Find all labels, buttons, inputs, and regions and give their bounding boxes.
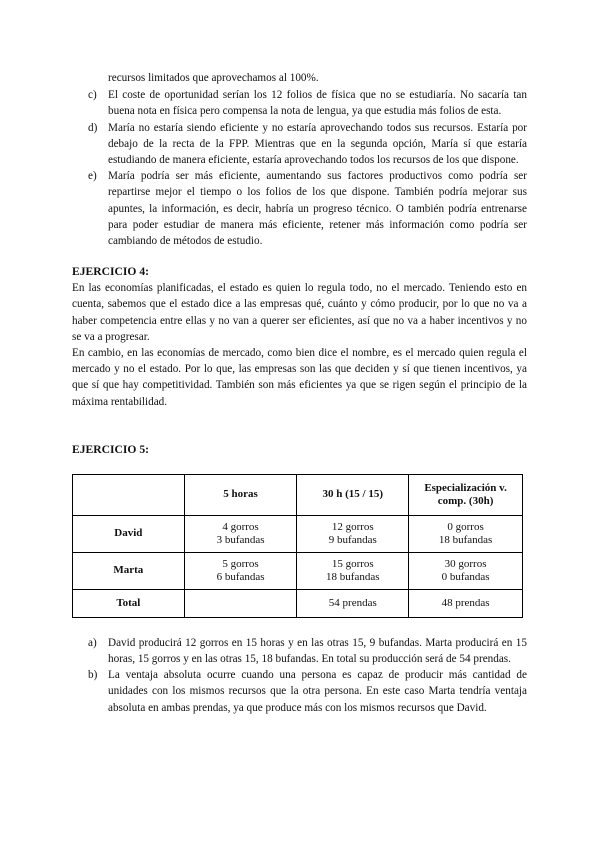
row-label: Marta xyxy=(73,552,185,589)
table-cell xyxy=(184,552,297,589)
cell-line: 6 bufandas xyxy=(216,570,265,583)
exercise-4-paragraph-1: En las economías planificadas, el estado es quien lo regula todo, no el mercado. Teniendo esto en cuenta, sabemos que el estado dice a las empresas qué, cuánto y cómo producir, por lo que no va a haber competencia entre ellas y no van a querer ser eficientes, así que no va a haber incentivos y no se va a progresar. xyxy=(72,282,527,343)
table-total-row xyxy=(73,589,523,617)
list-text: María no estaría siendo eficiente y no estaría aprovechando todos sus recursos. Estaría por debajo de la recta de la FPP. Mientras que en la segunda opción, María sí que estaría estudiando de manera eficiente, estaría aprovechando todos los recursos de los que dispone. xyxy=(108,121,527,167)
table-header-cell: 5 horas xyxy=(184,474,297,515)
table-header-row xyxy=(73,474,523,515)
table-cell xyxy=(184,515,297,552)
table-cell xyxy=(297,515,409,552)
list-item-a xyxy=(72,635,527,667)
table-cell xyxy=(297,552,409,589)
list-text: El coste de oportunidad serían los 12 folios de física que no se estudiaría. No sacaría tan buena nota en física pero compensa la nota de lengua, ya que estudia más folios de esta. xyxy=(108,89,527,118)
table-header-cell: Especialización v. comp. (30h) xyxy=(409,474,523,515)
exercise-4-paragraph-2: En cambio, en las economías de mercado, como bien dice el nombre, es el mercado quien regula el mercado y no el estado. Por lo que, las empresas son las que deciden y sí que tienen incentivos, ya que sí que hay competitividad. También son más eficientes ya que se rigen según el principio de la máxima rentabilidad. xyxy=(72,347,527,408)
list-marker: c) xyxy=(88,89,97,102)
cell-line: 0 bufandas xyxy=(441,570,490,583)
list-text: La ventaja absoluta ocurre cuando una persona es capaz de producir más cantidad de unidades con los mismos recursos que la otra persona. En este caso Marta tendría ventaja absoluta en ambas prendas, ya que produce más con los mismos recursos que David. xyxy=(108,669,527,714)
table-cell: 54 prendas xyxy=(297,589,409,617)
table-cell xyxy=(184,589,297,617)
cell-line: 12 gorros xyxy=(331,520,374,533)
continuation-text: recursos limitados que aprovechamos al 100%. xyxy=(108,72,319,84)
cell-line: 30 gorros xyxy=(444,557,487,570)
table-cell: 48 prendas xyxy=(409,589,523,617)
list-marker: b) xyxy=(88,669,98,682)
list-text: María podría ser más eficiente, aumentando sus factores productivos como podría ser repartirse mejor el tiempo o los folios de los que dispone. También podría mejorar sus apuntes, la información, es decir, habría un progreso técnico. O también podría entrenarse para poder estudiar de manera más eficiente, retener más información como podría ser cambiando de métodos de estudio. xyxy=(108,170,527,248)
row-label: David xyxy=(73,515,185,552)
table-cell xyxy=(409,515,523,552)
list-item-e xyxy=(72,168,527,249)
list-marker: e) xyxy=(88,170,97,183)
row-label: Total xyxy=(73,589,185,617)
exercise-4-title: EJERCICIO 4: xyxy=(72,265,149,279)
cell-line: 18 bufandas xyxy=(438,533,493,546)
cell-line: 15 gorros xyxy=(331,557,374,570)
cell-line: 3 bufandas xyxy=(216,533,265,546)
list-item-c xyxy=(72,87,527,119)
document-page xyxy=(72,70,527,716)
list-item-d xyxy=(72,120,527,169)
table-cell xyxy=(409,552,523,589)
cell-line: 5 gorros xyxy=(222,557,259,570)
table-header-cell: 30 h (15 / 15) xyxy=(297,474,409,515)
cell-line: 0 gorros xyxy=(447,520,484,533)
table-row xyxy=(73,552,523,589)
list-marker: d) xyxy=(88,121,98,134)
exercise-3-list xyxy=(72,87,527,249)
table-header-cell xyxy=(73,474,185,515)
cell-line: 9 bufandas xyxy=(328,533,377,546)
production-table xyxy=(72,474,523,618)
list-text: David producirá 12 gorros en 15 horas y en las otras 15, 9 bufandas. Marta producirá en 15 horas, 15 gorros y en las otras 15, 18 bufandas. En total su producción será de 54 prendas. xyxy=(108,636,527,666)
exercise-5-list xyxy=(72,635,527,716)
list-marker: a) xyxy=(88,636,97,649)
exercise-5-title: EJERCICIO 5: xyxy=(72,442,149,456)
table-row xyxy=(73,515,523,552)
list-item-b xyxy=(72,667,527,716)
cell-line: 18 bufandas xyxy=(326,570,380,583)
cell-line: 4 gorros xyxy=(222,520,259,533)
